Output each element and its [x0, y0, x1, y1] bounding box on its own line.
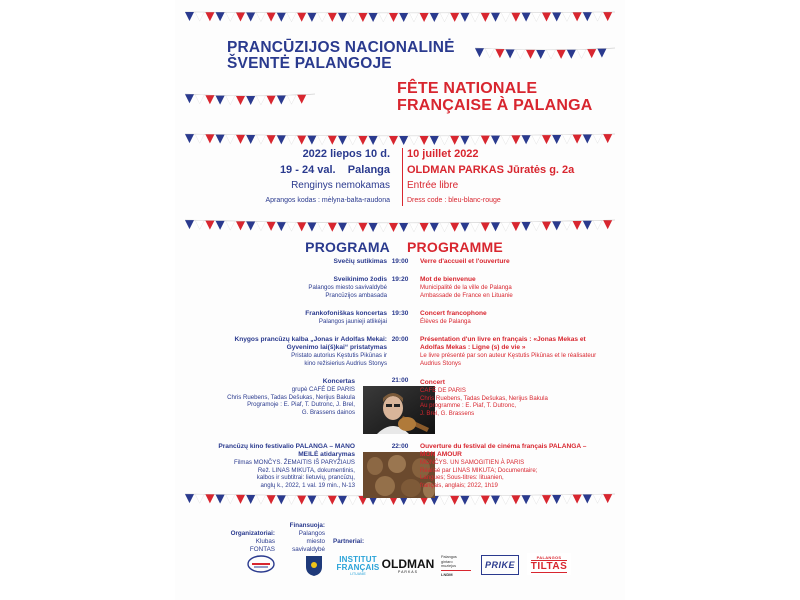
bunting-flag — [522, 222, 531, 231]
bunting-flag — [205, 221, 214, 230]
bunting-flag — [216, 12, 225, 21]
ldm-text: LNDM — [441, 571, 453, 577]
program-lt-title: Knygos prancūzų kalba „Jonas ir Adolfas Mekai: Gyvenimo lai(š)kai“ pristatymas — [234, 336, 387, 351]
bunting-flag — [420, 223, 429, 232]
bunting-flag — [297, 496, 306, 505]
bunting-flag — [399, 136, 408, 145]
palangos-gintaro-muziejus-logo — [437, 553, 475, 579]
program-row-lt — [207, 336, 387, 367]
bunting-flag — [495, 49, 504, 58]
bunting-flag — [557, 50, 566, 59]
program-lt-desc: Rež. LINAS MIKUTA, dokumentinis, — [257, 466, 355, 474]
program-lt-desc: Pristato autorius Kęstutis Pikūnas ir — [291, 352, 387, 359]
program-fr-title: Présentation d'un livre en français : «Jonas Mekas et Adolfas Mekas : Ligne (s) de vie » — [420, 336, 586, 351]
poster — [175, 0, 625, 600]
bunting-flag — [501, 136, 510, 145]
bunting-flag — [226, 135, 235, 144]
title-fr — [397, 80, 593, 114]
bunting-flag — [522, 135, 531, 144]
program-row-fr — [420, 310, 600, 326]
bunting-flag — [236, 495, 245, 504]
bunting-flag — [603, 220, 612, 229]
bunting-flag — [573, 221, 582, 230]
bunting-flag — [369, 223, 378, 232]
title-lt-line1: PRANCŪZIJOS NACIONALINĖ — [227, 39, 455, 56]
bunting-flag — [603, 134, 612, 143]
bunting-flag — [185, 12, 194, 21]
bunting-flag — [522, 13, 531, 22]
bunting-flag — [460, 223, 469, 232]
bunting-flag — [475, 48, 484, 57]
info-fr-entry: Entrée libre — [407, 180, 459, 191]
gintaro-line2: gintaro — [441, 559, 453, 564]
bunting-flag — [226, 221, 235, 230]
bunting-flag — [440, 496, 449, 505]
info-lt-entry: Renginys nemokamas — [291, 180, 390, 191]
institut-line2: FRANÇAIS — [336, 562, 380, 572]
bunting-flag — [583, 494, 592, 503]
program-row-lt — [207, 258, 387, 266]
program-fr-desc: Au programme : E. Piaf, T. Dutronc, — [420, 402, 517, 410]
program-time: 19:30 — [391, 310, 409, 317]
bunting-flag — [246, 13, 255, 22]
bunting-flag — [267, 13, 276, 22]
bunting-flag — [226, 12, 235, 21]
bunting-flag — [409, 13, 418, 22]
bunting-flag — [246, 135, 255, 144]
bunting-flag — [277, 495, 286, 504]
bunting-flag — [491, 136, 500, 145]
bunting-flag — [226, 96, 235, 105]
bunting-flag — [440, 13, 449, 22]
info-divider — [402, 148, 403, 206]
program-fr-desc: Le livre présenté par son auteur Kęstutis Pikūnas et le réalisateur Audrius Stonys — [420, 352, 597, 367]
program-lt-desc: Chris Ruebens, Tadas Dešukas, Nerijus Bakula — [227, 393, 355, 401]
bunting-flag — [593, 134, 602, 143]
bunting-flag — [205, 134, 214, 143]
bunting-flag — [216, 135, 225, 144]
funding-label: Finansuoja: — [289, 522, 325, 529]
tiltas-line1: PALANGOS — [536, 555, 562, 560]
bunting-flag — [185, 134, 194, 143]
info-lt-date: 2022 liepos 10 d. — [302, 148, 390, 160]
bunting-flag — [536, 50, 545, 59]
program-time: 19:20 — [391, 276, 409, 283]
bunting-flag — [379, 136, 388, 145]
program-fr-title: Mot de bienvenue — [420, 276, 476, 283]
gintaro-rule — [441, 570, 471, 571]
bunting-flag — [460, 13, 469, 22]
flag-garland-top — [175, 10, 625, 24]
bunting-flag — [369, 13, 378, 22]
program-lt-title: Prancūzų kino festivalio PALANGA – MANO MEILĖ atidarymas — [218, 443, 355, 458]
partners-label: Partneriai: — [333, 538, 365, 545]
bunting-flag — [195, 134, 204, 143]
bunting-flag — [348, 13, 357, 22]
bunting-flag — [379, 223, 388, 232]
bunting-flag — [195, 220, 204, 229]
info-fr-dress: Dress code : bleu-blanc-rouge — [407, 197, 501, 204]
program-fr-desc: Chris Ruebens, Tadas Dešukas, Nerijus Bakula — [420, 394, 548, 402]
bunting-flag — [430, 136, 439, 145]
bunting-flag — [603, 494, 612, 503]
bunting-flag — [420, 136, 429, 145]
bunting-flag — [297, 136, 306, 145]
bunting-flag — [328, 496, 337, 505]
program-lt-title: Koncertas — [322, 378, 355, 385]
bunting-flag — [216, 495, 225, 504]
bunting-flag — [471, 223, 480, 232]
bunting-flag — [542, 222, 551, 231]
bunting-flag — [379, 13, 388, 22]
program-lt-desc: grupė CAFÉ DE PARIS — [291, 386, 355, 393]
bunting-flag — [338, 136, 347, 145]
program-row-fr — [420, 443, 600, 489]
info-fr — [407, 148, 574, 205]
bunting-flag — [399, 13, 408, 22]
program-lt-desc: G. Brassens dainos — [301, 408, 355, 416]
bunting-flag — [226, 495, 235, 504]
program-lt-desc: anglų k., 2022, 1 val. 19 min., N-13 — [260, 481, 355, 489]
info-lt — [265, 148, 390, 205]
bunting-flag — [307, 496, 316, 505]
bunting-flag — [511, 13, 520, 22]
bunting-flag — [277, 222, 286, 231]
bunting-flag — [338, 13, 347, 22]
program-fr-desc: Ambassade de France en Lituanie — [420, 291, 513, 299]
bunting-flag — [583, 12, 592, 21]
bunting-flag — [532, 13, 541, 22]
bunting-flag — [501, 496, 510, 505]
title-lt — [227, 40, 455, 72]
bunting-flag — [471, 13, 480, 22]
info-fr-place: OLDMAN PARKAS Jūratės g. 2a — [407, 164, 575, 176]
program-fr-desc: Élèves de Palanga — [420, 318, 471, 325]
program-lt-title: Svečių sutikimas — [333, 258, 387, 265]
bunting-flag — [450, 13, 459, 22]
program-fr-title: Ouverture du festival de cinéma français PALANGA – MON AMOUR — [420, 443, 587, 458]
bunting-flag — [491, 13, 500, 22]
info-fr-date: 10 juillet 2022 — [407, 148, 479, 160]
bunting-flag — [358, 13, 367, 22]
gintaro-line1: Palangos — [441, 555, 457, 560]
bunting-flag — [516, 50, 525, 59]
bunting-flag — [256, 13, 265, 22]
funding-name-1: Palangos — [298, 530, 325, 537]
bunting-flag — [409, 223, 418, 232]
bunting-flag — [491, 222, 500, 231]
bunting-flag — [195, 12, 204, 21]
bunting-flag — [246, 222, 255, 231]
program-row-fr — [420, 258, 600, 266]
bunting-flag — [542, 135, 551, 144]
organizers-label: Organizatoriai: — [230, 530, 275, 537]
title-fr-line2: FRANÇAISE À PALANGA — [397, 97, 593, 114]
program-fr-desc: MONČYS. UN SAMOGITIEN À PARIS — [420, 459, 525, 466]
bunting-flag — [511, 222, 520, 231]
bunting-flag — [532, 222, 541, 231]
flag-garland-info — [175, 218, 625, 232]
bunting-flag — [318, 136, 327, 145]
bunting-flag — [409, 136, 418, 145]
bunting-flag — [546, 50, 555, 59]
bunting-flag — [552, 135, 561, 144]
bunting-flag — [542, 495, 551, 504]
bunting-flag — [577, 49, 586, 58]
organizers-name: Klubas FONTAS — [249, 538, 275, 553]
bunting-flag — [562, 495, 571, 504]
program-time: 22:00 — [391, 443, 409, 450]
bunting-flag — [267, 96, 276, 105]
bunting-flag — [562, 221, 571, 230]
program-row-lt — [207, 310, 387, 326]
bunting-flag — [267, 135, 276, 144]
program-lt-desc: kalbos ir subtitrai: lietuvių, prancūzų, — [256, 474, 355, 482]
oldman-text: OLDMAN — [381, 556, 435, 571]
bunting-flag — [573, 12, 582, 21]
bunting-flag — [307, 13, 316, 22]
bunting-flag — [216, 96, 225, 105]
bunting-flag — [526, 50, 535, 59]
bunting-flag — [236, 12, 245, 21]
bunting-flag — [369, 136, 378, 145]
program-lt-desc: Palangos miesto savivaldybė — [308, 284, 387, 291]
bunting-flag — [307, 222, 316, 231]
bunting-flag — [287, 222, 296, 231]
bunting-flag — [338, 223, 347, 232]
bunting-flag — [236, 135, 245, 144]
bunting-flag — [318, 223, 327, 232]
program-fr-desc: J. Brel, G. Brassens — [420, 409, 475, 417]
bunting-flag — [389, 13, 398, 22]
bunting-flag — [277, 96, 286, 105]
bunting-flag — [205, 12, 214, 21]
program-row-fr — [420, 379, 600, 417]
program-lt-desc: Programoje : E. Piaf, T. Dutronc, J. Brel, — [247, 401, 355, 409]
bunting-flag — [552, 221, 561, 230]
program-row-lt — [205, 378, 355, 416]
bunting-flag — [440, 136, 449, 145]
bunting-flag — [328, 13, 337, 22]
oldman-sub: PARKAS — [398, 569, 418, 574]
bunting-flag — [567, 50, 576, 59]
bunting-flag — [256, 96, 265, 105]
bunting-flag — [573, 495, 582, 504]
bunting-flag — [501, 222, 510, 231]
bunting-flag — [205, 494, 214, 503]
bunting-flag — [501, 13, 510, 22]
bunting-flag — [389, 136, 398, 145]
organizers-block — [230, 530, 275, 554]
bunting-flag — [246, 495, 255, 504]
bunting-flag — [236, 96, 245, 105]
bunting-flag — [481, 136, 490, 145]
bunting-flag — [511, 135, 520, 144]
program-time: 21:00 — [391, 377, 409, 384]
program-fr-desc: Réalisé par LINAS MIKUTA; Documentaire; — [420, 466, 538, 474]
info-lt-time-place: 19 - 24 val. Palanga — [279, 164, 390, 176]
bunting-flag — [358, 223, 367, 232]
bunting-flag — [328, 223, 337, 232]
bunting-flag — [277, 135, 286, 144]
funding-block — [285, 522, 325, 554]
bunting-flag — [318, 13, 327, 22]
program-lt-title: Frankofoniškas koncertas — [305, 310, 387, 317]
palanga-crest-logo — [303, 553, 325, 579]
program-row-fr — [420, 336, 600, 367]
bunting-flag — [358, 136, 367, 145]
bunting-flag — [460, 496, 469, 505]
bunting-flag — [328, 136, 337, 145]
program-lt-desc: Palangos jaunieji atlikėjai — [318, 318, 387, 325]
program-time: 20:00 — [391, 336, 409, 343]
palangos-tiltas-logo — [527, 553, 571, 575]
bunting-flag — [481, 496, 490, 505]
program-time: 19:00 — [391, 258, 409, 265]
bunting-flag — [587, 49, 596, 58]
bunting-flag — [430, 223, 439, 232]
bunting-flag — [460, 136, 469, 145]
bunting-flag — [348, 496, 357, 505]
bunting-flag — [195, 95, 204, 104]
bunting-flag — [471, 136, 480, 145]
bunting-flag — [348, 223, 357, 232]
bunting-flag — [205, 95, 214, 104]
bunting-flag — [287, 13, 296, 22]
bunting-flag — [532, 135, 541, 144]
bunting-flag — [471, 496, 480, 505]
program-row-lt — [207, 276, 387, 299]
bunting-flag — [195, 494, 204, 503]
bunting-flag — [246, 96, 255, 105]
bunting-flag — [481, 13, 490, 22]
bunting-flag — [450, 136, 459, 145]
bunting-flag — [450, 496, 459, 505]
bunting-flag — [287, 95, 296, 104]
bunting-flag — [185, 220, 194, 229]
institut-francais-logo — [338, 553, 378, 579]
bunting-flag — [593, 220, 602, 229]
bunting-flag — [562, 135, 571, 144]
bunting-flag — [430, 13, 439, 22]
program-fr-title: Concert — [420, 379, 445, 386]
program-row-fr — [420, 276, 600, 299]
program-heading-fr: PROGRAMME — [407, 239, 503, 255]
program-lt-desc: Prancūzijos ambasada — [325, 291, 387, 299]
bunting-flag — [532, 495, 541, 504]
bunting-flag — [583, 221, 592, 230]
bunting-flag — [450, 223, 459, 232]
bunting-flag — [593, 12, 602, 21]
bunting-flag — [216, 221, 225, 230]
bunting-flag — [185, 494, 194, 503]
bunting-flag — [348, 136, 357, 145]
bunting-flag — [236, 221, 245, 230]
bunting-flag — [256, 495, 265, 504]
bunting-flag — [185, 94, 194, 103]
bunting-flag — [522, 495, 531, 504]
bunting-flag — [297, 13, 306, 22]
bunting-flag — [552, 12, 561, 21]
bunting-flag — [491, 496, 500, 505]
bunting-flag — [399, 223, 408, 232]
bunting-flag — [287, 495, 296, 504]
bunting-flag — [338, 496, 347, 505]
bunting-flag — [485, 49, 494, 58]
flag-garland-mid — [175, 132, 625, 146]
bunting-flag — [256, 135, 265, 144]
bunting-flag — [583, 134, 592, 143]
program-fr-desc: Langues; Sous-titres: lituanien, — [420, 474, 504, 482]
bunting-flag — [603, 12, 612, 21]
bunting-flag — [297, 95, 306, 104]
program-row-lt — [205, 443, 355, 489]
institut-sub: LITUANIE — [350, 571, 366, 576]
prike-text: PRIKE — [484, 560, 515, 570]
bunting-flag — [307, 136, 316, 145]
program-fr-title: Concert francophone — [420, 310, 487, 317]
bunting-flag — [420, 13, 429, 22]
bunting-flag — [287, 135, 296, 144]
bunting-flag — [597, 49, 606, 58]
bunting-flag — [593, 494, 602, 503]
bunting-flag — [542, 13, 551, 22]
tiltas-line2: TILTAS — [530, 561, 568, 572]
program-lt-desc: kino režisierius Audrius Stonys — [304, 359, 387, 367]
program-fr-desc: français, anglais; 2022, 1h19 — [420, 481, 498, 489]
program-lt-desc: Filmas MONČYS. ŽEMAITIS IŠ PARYŽIAUS — [234, 459, 355, 466]
program-fr-title: Verre d'accueil et l'ouverture — [420, 258, 510, 265]
prike-logo — [481, 555, 519, 575]
bunting-flag — [267, 495, 276, 504]
bunting-flag — [511, 495, 520, 504]
program-heading-lt: PROGRAMA — [305, 239, 390, 255]
title-fr-line1: FÊTE NATIONALE — [397, 80, 538, 97]
program-fr-desc: CAFÉ DE PARIS — [420, 387, 466, 394]
bunting-flag — [277, 13, 286, 22]
bunting-flag — [267, 222, 276, 231]
institut-line1: INSTITUT — [339, 554, 377, 564]
bunting-flag — [481, 223, 490, 232]
bunting-flag — [440, 223, 449, 232]
oldman-logo — [383, 554, 433, 578]
bunting-flag — [389, 223, 398, 232]
bunting-flag — [506, 50, 515, 59]
info-lt-dress: Aprangos kodas : mėlyna-balta-raudona — [265, 197, 390, 204]
bunting-flag — [562, 12, 571, 21]
bunting-flag — [573, 135, 582, 144]
program-fr-desc: Municipalité de la ville de Palanga — [420, 284, 512, 291]
bunting-flag — [318, 496, 327, 505]
funding-name-2: miesto savivaldybė — [292, 538, 325, 553]
program-lt-title: Sveikinimo žodis — [333, 276, 387, 283]
title-lt-line2: ŠVENTĖ PALANGOJE — [227, 55, 392, 72]
bunting-flag — [552, 495, 561, 504]
bunting-flag — [297, 222, 306, 231]
gintaro-line3: muziejus — [441, 564, 456, 569]
fontas-logo — [245, 553, 277, 575]
bunting-flag — [256, 222, 265, 231]
